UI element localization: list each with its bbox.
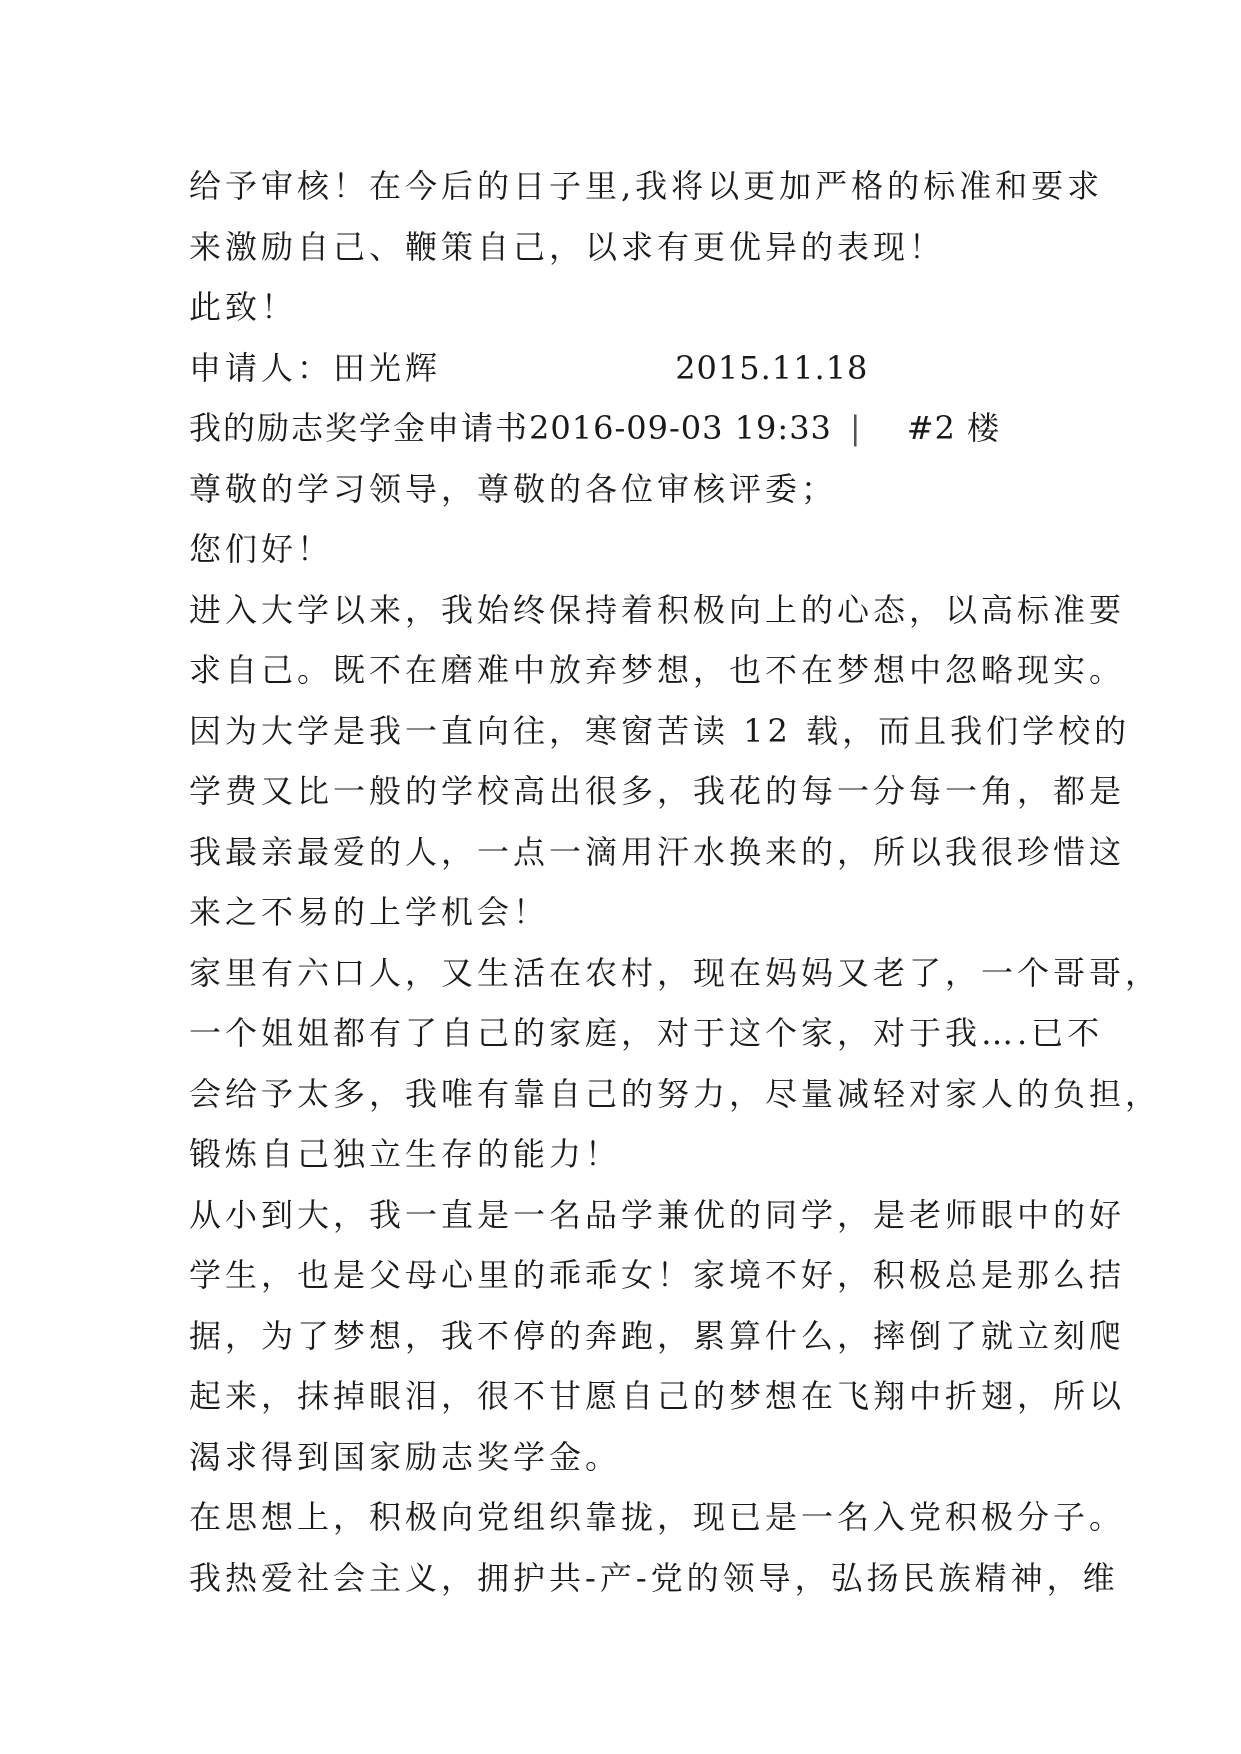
- intro-line-2: 来激励自己、鞭策自己，以求有更优异的表现！: [189, 227, 946, 266]
- post-datetime: 2016-09-03 19:33: [529, 409, 832, 447]
- body-line: 锻炼自己独立生存的能力！: [189, 1135, 622, 1173]
- body-line: 来之不易的上学机会！: [189, 893, 550, 931]
- body-line: 我最亲最爱的人，一点一滴用汗水换来的，所以我很珍惜这: [189, 832, 1126, 871]
- post-divider: |: [849, 409, 865, 447]
- body-line: 从小到大，我一直是一名品学兼优的同学，是老师眼中的好: [189, 1195, 1126, 1234]
- body-line: 会给予太多，我唯有靠自己的努力，尽量减轻对家人的负担，: [189, 1074, 1162, 1113]
- applicant-signature-row: [189, 338, 1089, 399]
- intro-line-1: 给予审核！在今后的日子里,我将以更加严格的标准和要求: [189, 167, 1104, 205]
- body-line: 您们好！: [189, 530, 334, 568]
- post-header-row: [189, 398, 1089, 459]
- body-line: 学费又比一般的学校高出很多，我花的每一分每一角，都是: [189, 772, 1126, 810]
- body-line: 求自己。既不在磨难中放弃梦想，也不在梦想中忽略现实。: [189, 651, 1126, 689]
- body-line: 尊敬的学习领导，尊敬的各位审核评委；: [189, 469, 838, 508]
- post-title: 我的励志奖学金申请书: [189, 409, 530, 447]
- body-line: 渴求得到国家励志奖学金。: [189, 1437, 622, 1476]
- body-line: 一个姐姐都有了自己的家庭，对于这个家，对于我….已不: [189, 1014, 1104, 1052]
- body-line: 起来，抹掉眼泪，很不甘愿自己的梦想在飞翔中折翅，所以: [189, 1377, 1126, 1415]
- body-line: 因为大学是我一直向往，寒窗苦读 12 载，而且我们学校的: [189, 711, 1131, 750]
- applicant-date: 2015.11.18: [675, 348, 869, 387]
- body-line: 学生，也是父母心里的乖乖女！家境不好，积极总是那么拮: [189, 1256, 1126, 1294]
- body-line: 家里有六口人，又生活在农村，现在妈妈又老了，一个哥哥，: [189, 953, 1162, 992]
- body-line: 在思想上，积极向党组织靠拢，现已是一名入党积极分子。: [189, 1498, 1126, 1536]
- document-body: [189, 156, 1162, 1608]
- body-line: 我热爱社会主义，拥护共-产-党的领导，弘扬民族精神，维: [189, 1558, 1119, 1597]
- closing-salutation: 此致！: [189, 288, 298, 326]
- post-floor-label: #2 楼: [906, 409, 1001, 447]
- body-line: 进入大学以来，我始终保持着积极向上的心态，以高标准要: [189, 590, 1126, 629]
- applicant-name: 申请人：田光辉: [189, 348, 442, 387]
- body-line: 据，为了梦想，我不停的奔跑，累算什么，摔倒了就立刻爬: [189, 1316, 1126, 1355]
